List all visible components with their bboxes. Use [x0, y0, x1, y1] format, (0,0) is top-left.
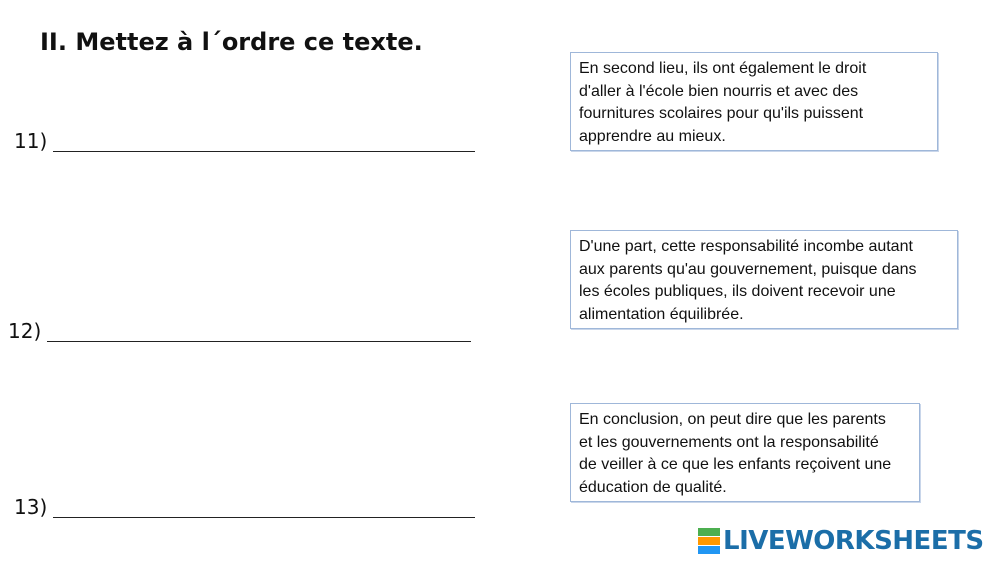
text-line: et les gouvernements ont la responsabilité — [579, 433, 879, 451]
question-number: 11) — [14, 129, 48, 153]
liveworksheets-logo — [698, 526, 984, 556]
answer-input-13[interactable] — [53, 494, 475, 518]
page-title: II. Mettez à l´ordre ce texte. — [40, 28, 423, 56]
logo-mark-icon — [698, 528, 720, 554]
answer-input-12[interactable] — [47, 318, 471, 342]
text-line: éducation de qualité. — [579, 478, 727, 496]
question-11 — [14, 122, 475, 152]
question-13 — [14, 488, 475, 518]
text-line: alimentation équilibrée. — [579, 305, 744, 323]
text-line: apprendre au mieux. — [579, 127, 726, 145]
question-number: 13) — [14, 495, 48, 519]
text-line: aux parents qu'au gouvernement, puisque dans — [579, 260, 917, 278]
text-line: En conclusion, on peut dire que les parents — [579, 411, 886, 428]
text-line: fournitures scolaires pour qu'ils puissent — [579, 105, 864, 122]
text-line: les écoles publiques, ils doivent recevoir une — [579, 283, 896, 300]
text-line: de veiller à ce que les enfants reçoivent une — [579, 456, 892, 473]
question-number: 12) — [8, 319, 42, 343]
logo-text: LIVEWORKSHEETS — [723, 526, 984, 556]
draggable-text-box-1[interactable] — [570, 52, 938, 151]
question-12 — [8, 312, 471, 342]
draggable-text-box-3[interactable] — [570, 403, 920, 502]
text-line: En second lieu, ils ont également le droit — [579, 60, 867, 77]
answer-input-11[interactable] — [53, 128, 475, 152]
draggable-text-box-2[interactable] — [570, 230, 958, 329]
text-line: d'aller à l'école bien nourris et avec des — [579, 82, 859, 100]
text-line: D'une part, cette responsabilité incombe autant — [579, 238, 913, 255]
